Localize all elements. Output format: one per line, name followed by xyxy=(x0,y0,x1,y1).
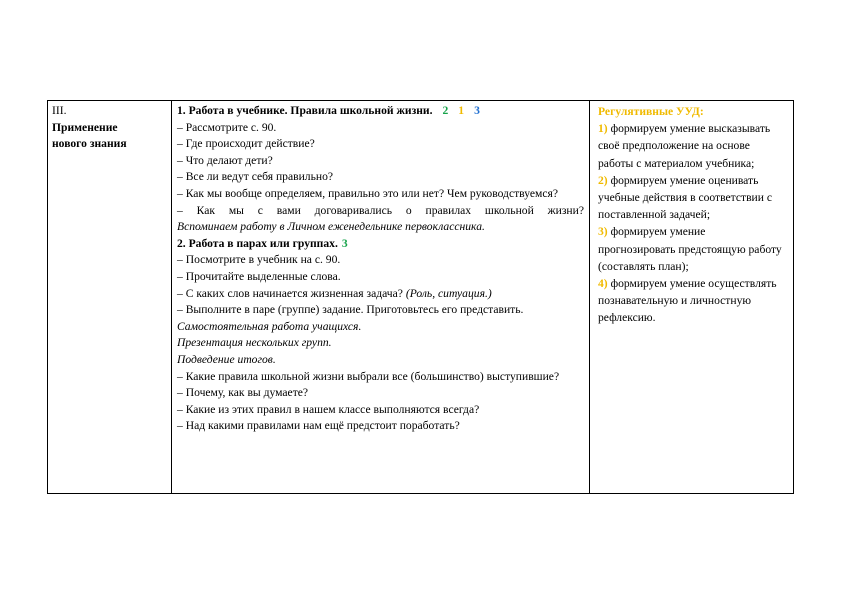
uud-item-number: 1) xyxy=(598,122,608,136)
heading-2-row xyxy=(177,236,584,253)
question-line: – Прочитайте выделенные слова. xyxy=(177,269,341,283)
question-line: – Как мы с вами договаривались о правилах школьной жизни? xyxy=(177,203,584,217)
uud-item-text: формируем умение прогнозировать предстоящую работу (составлять план); xyxy=(598,225,782,273)
heading-1-num-2: 1 xyxy=(458,104,465,117)
uud-title: Регулятивные УУД: xyxy=(598,105,704,118)
uud-item xyxy=(598,172,785,224)
uud-item xyxy=(598,223,785,275)
uud-item xyxy=(598,120,785,172)
question-line: – Какие из этих правил в нашем классе выполняются всегда? xyxy=(177,402,480,416)
note-line: Самостоятельная работа учащихся. xyxy=(177,319,362,333)
question-line: – Все ли ведут себя правильно? xyxy=(177,170,334,184)
uud-item-number: 2) xyxy=(598,173,608,187)
note-line: Презентация нескольких групп. xyxy=(177,336,332,350)
stage-number: III. xyxy=(52,104,67,117)
lesson-table xyxy=(47,100,794,494)
question-text: – С каких слов начинается жизненная задача? xyxy=(177,286,403,300)
heading-2: 2. Работа в парах или группах. xyxy=(177,236,338,250)
question-line: – Рассмотрите с. 90. xyxy=(177,120,277,134)
question-line: – Посмотрите в учебник на с. 90. xyxy=(177,253,341,267)
heading-1-num-1: 2 xyxy=(442,104,449,117)
question-line: – Как мы вообще определяем, правильно это или нет? Чем руководствуемся? xyxy=(177,186,559,200)
uud-item-number: 3) xyxy=(598,225,608,239)
uud-item-number: 4) xyxy=(598,277,608,291)
question-line: – Где происходит действие? xyxy=(177,137,315,151)
heading-1-num-3: 3 xyxy=(474,104,480,117)
uud-item-text: формируем умение высказывать своё предположение на основе работы с материалом учебника; xyxy=(598,122,771,170)
note-line: Вспоминаем работу в Личном еженедельнике первоклассника. xyxy=(177,220,485,234)
question-line: – Почему, как вы думаете? xyxy=(177,386,309,400)
question-line: – Выполните в паре (группе) задание. Приготовьтесь его представить. xyxy=(177,303,524,317)
stage-title-line1: Применение xyxy=(52,120,118,134)
activity-cell xyxy=(172,101,590,493)
uud-item xyxy=(598,275,785,327)
question-line: – Что делают дети? xyxy=(177,153,273,167)
question-line xyxy=(177,286,584,303)
question-line: – Над какими правилами нам ещё предстоит поработать? xyxy=(177,419,460,433)
uud-item-text: формируем умение осуществлять познавательную и личностную рефлексию. xyxy=(598,277,777,325)
heading-1-row xyxy=(177,103,584,120)
uud-cell xyxy=(590,101,793,493)
heading-2-num: 3 xyxy=(341,236,348,250)
stage-title-line2: нового знания xyxy=(52,137,127,150)
question-italic: (Роль, ситуация.) xyxy=(405,286,492,300)
stage-cell xyxy=(48,101,172,493)
uud-item-text: формируем умение оценивать учебные действия в соответствии с поставленной задачей; xyxy=(598,173,773,222)
question-line: – Какие правила школьной жизни выбрали все (большинство) выступившие? xyxy=(177,369,560,383)
heading-1: 1. Работа в учебнике. Правила школьной жизни. xyxy=(177,104,433,117)
note-line: Подведение итогов. xyxy=(177,352,276,366)
